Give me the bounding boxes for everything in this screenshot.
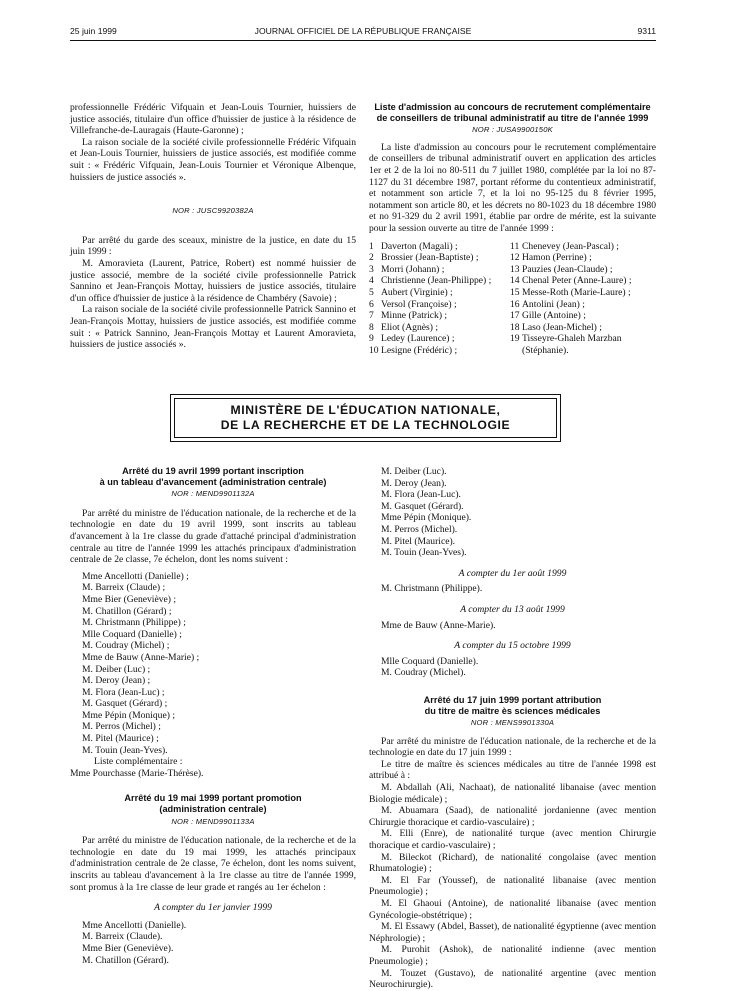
list-item: M. Deroy (Jean).	[381, 477, 447, 489]
list-number: 15	[510, 286, 520, 298]
complement-label: Liste complémentaire :	[94, 756, 183, 768]
nor-reference: NOR : JUSA9900150K	[472, 125, 553, 135]
entry-paragraph: M. Bileckot (Richard), de nationalité congolaise (avec mention Rhumatologie) ;	[369, 851, 656, 875]
entry-paragraph: M. Abuamara (Saad), de nationalité jordanienne (avec mention Chirurgie thoracique et cardio-vasculaire) ;	[369, 805, 656, 828]
list-item	[510, 322, 656, 334]
bottom-right-column	[369, 466, 656, 991]
entry-paragraph: M. Touzet (Gustavo), de nationalité argentine (avec mention Neurochirurgie).	[369, 967, 656, 991]
list-item: M. Touin (Jean-Yves).	[82, 744, 168, 756]
top-right-column	[369, 102, 656, 356]
list-item	[369, 345, 509, 357]
list-item	[369, 275, 509, 287]
names-list	[70, 920, 356, 966]
entry-paragraph: M. Abdallah (Ali, Nachaat), de nationalité libanaise (avec mention Biologie médicale) ;	[369, 782, 656, 805]
list-number: 16	[510, 298, 520, 310]
list-number: 19	[510, 333, 520, 345]
list-item: M. Gasquet (Gérard) ;	[82, 698, 168, 710]
list-item: Mlle Coquard (Danielle) ;	[82, 628, 182, 640]
paragraph: M. Amoravieta (Laurent, Patrice, Robert) est nommé huissier de justice associé, membre de la société civile professionnelle Patrick Sannino et Jean-François Mottay, huissiers de justice associés, titulaire d'un office d'huissier de justice à la résidence de Chambéry (Savoie) ;	[70, 257, 356, 304]
list-name: Messe-Roth (Marie-Laure) ;	[522, 286, 631, 298]
entry-paragraph: M. Purohit (Ashok), de nationalité indienne (avec mention Pneumologie) ;	[369, 944, 656, 967]
page-header	[70, 26, 656, 40]
ministry-heading	[174, 398, 557, 438]
paragraph: Par arrêté du ministre de l'éducation nationale, de la recherche et de la technologie en date du 19 mai 1999, les attachés principaux d'administration centrale de 2e classe, 7e échelon, dont les noms suivent, inscrits au tableau d'avancement à la 1re classe au titre de l'année 1999, sont promus à la 1re classe de leur grade et rangés au 1er échelon :	[70, 835, 356, 893]
list-item: M. Pitel (Maurice) ;	[82, 733, 159, 745]
names-list	[70, 571, 356, 757]
list-item: M. Pitel (Maurice).	[381, 535, 456, 547]
list-name: Chenal Peter (Anne-Laure) ;	[522, 275, 632, 287]
list-number: 12	[510, 252, 520, 264]
list-item: M. Coudray (Michel).	[381, 667, 466, 679]
list-item: Mme de Bauw (Anne-Marie) ;	[82, 651, 200, 663]
list-item	[510, 333, 656, 356]
list-number: 9	[369, 333, 374, 345]
list-name: Chenevey (Jean-Pascal) ;	[522, 240, 619, 252]
list-name: Daverton (Magali) ;	[381, 240, 458, 252]
entry-paragraph: M. El Far (Youssef), de nationalité libanaise (avec mention Pneumologie) ;	[369, 874, 656, 898]
list-item: M. Coudray (Michel) ;	[82, 640, 170, 652]
list-number: 1	[369, 240, 374, 252]
paragraph: professionnelle Frédéric Vifquain et Jean-Louis Tournier, huissiers de justice associés, titulaire d'un office d'huissier de justice à la résidence de Villefranche-de-Lauragais (Haute-Garonne) ;	[70, 102, 356, 137]
names-list	[369, 466, 656, 559]
arrete-title: (administration centrale)	[159, 804, 267, 815]
ministry-line: MINISTÈRE DE L'ÉDUCATION NATIONALE,	[230, 403, 501, 417]
list-item: Mme Ancellotti (Danielle) ;	[82, 570, 189, 582]
header-rule	[70, 40, 656, 41]
header-page-number: 9311	[637, 26, 656, 36]
effective-date: A compter du 15 octobre 1999	[454, 640, 571, 652]
list-item: Mme de Bauw (Anne-Marie).	[381, 619, 496, 631]
list-number: 2	[369, 252, 374, 264]
paragraph: La raison sociale de la société civile professionnelle Frédéric Vifquain et Jean-Louis Tournier, huissiers de justice associés, est modifiée comme suit : « Frédéric Vifquain, Jean-Louis Tournier et Véronique Albenque, huissiers de justice associés ».	[70, 136, 356, 183]
list-item: M. Deiber (Luc).	[381, 466, 447, 477]
header-date: 25 juin 1999	[70, 26, 117, 36]
paragraph: Le titre de maître ès sciences médicales au titre de l'année 1998 est attribué à :	[369, 758, 656, 782]
list-item: Mme Bier (Geneviève).	[82, 942, 174, 954]
names-list	[369, 620, 656, 632]
list-item: M. Gasquet (Gérard).	[381, 500, 464, 512]
list-item: M. Flora (Jean-Luc) ;	[82, 686, 165, 698]
nor-reference: NOR : MENS9901330A	[470, 718, 555, 728]
list-name: Aubert (Virginie) ;	[381, 286, 453, 298]
list-item	[510, 264, 656, 276]
entry-paragraph: M. El Ghaoui (Antoine), de nationalité libanaise (avec mention Gynécologie-obstétrique) ;	[369, 898, 656, 921]
list-item	[369, 310, 509, 322]
list-number: 18	[510, 321, 520, 333]
paragraph: Par arrêté du garde des sceaux, ministre de la justice, en date du 15 juin 1999 :	[70, 234, 356, 258]
list-item: M. Deroy (Jean) ;	[82, 675, 151, 687]
list-name: Laso (Jean-Michel) ;	[522, 321, 602, 333]
entry-paragraph: M. Elli (Enre), de nationalité turque (avec mention Chirurgie thoracique et cardio-vasculaire) ;	[369, 828, 656, 852]
list-item	[510, 299, 656, 311]
list-name: Antolini (Jean) ;	[522, 298, 585, 310]
list-name: Gille (Antoine) ;	[522, 310, 586, 322]
ministry-line: DE LA RECHERCHE ET DE LA TECHNOLOGIE	[220, 418, 511, 432]
list-item	[510, 252, 656, 264]
list-number: 5	[369, 286, 374, 298]
list-name: Lesigne (Frédéric) ;	[381, 344, 458, 356]
list-item	[369, 299, 509, 311]
list-item: Mlle Coquard (Danielle).	[381, 655, 479, 667]
entries-list	[369, 782, 656, 991]
list-name: Minne (Patrick) ;	[381, 310, 448, 322]
list-name: Eliot (Agnès) ;	[381, 321, 439, 333]
list-number: 10	[369, 344, 379, 356]
list-number: 17	[510, 310, 520, 322]
list-item	[369, 264, 509, 276]
nor-reference: NOR : MEND9901133A	[171, 816, 255, 826]
effective-date: A compter du 1er janvier 1999	[154, 902, 272, 914]
nor-reference: NOR : MEND9901132A	[171, 489, 255, 499]
list-name: Versol (Françoise) ;	[381, 298, 457, 310]
list-number: 7	[369, 310, 374, 322]
paragraph: La liste d'admission au concours pour le recrutement complémentaire de conseillers de tribunal administratif ouvert en application des articles 1er et 2 de la loi no 80-511 du 7 juillet 1980, complétée par la loi no 87-1127 du 31 décembre 1987, portant réforme du contentieux administratif, et notamment son article 7, et la loi no 95-125 du 8 février 1995, notamment son article 80, et les décrets no 80-1023 du 18 décembre 1980 et no 91-329 du 2 avril 1991, établie par ordre de mérite, est la suivante pour la session ouverte au titre de l'année 1999 :	[369, 141, 656, 234]
list-number: 13	[510, 263, 520, 275]
list-item	[510, 310, 656, 322]
list-item: M. Barreix (Claude) ;	[82, 582, 166, 594]
list-item	[510, 241, 656, 253]
list-name: Hamon (Perrine) ;	[522, 252, 592, 264]
list-name: Brossier (Jean-Baptiste) ;	[381, 252, 479, 264]
list-item: Mme Pourchasse (Marie-Thérèse).	[70, 767, 204, 779]
list-item	[510, 287, 656, 299]
list-name: Ledey (Laurence) ;	[381, 333, 455, 345]
list-item	[369, 287, 509, 299]
admission-list	[369, 241, 656, 357]
list-item: M. Christmann (Philippe).	[381, 583, 483, 595]
nor-reference: NOR : JUSC9920382A	[172, 206, 254, 216]
list-number: 4	[369, 275, 374, 287]
paragraph: Par arrêté du ministre de l'éducation nationale, de la recherche et de la technologie en date du 17 juin 1999 :	[369, 735, 656, 759]
list-item: M. Perros (Michel).	[381, 523, 458, 535]
effective-date: A compter du 1er août 1999	[458, 567, 567, 579]
arrete-title: Arrêté du 19 avril 1999 portant inscription	[122, 466, 304, 476]
list-item	[369, 241, 509, 253]
section-title: Liste d'admission au concours de recrutement complémentaire de conseillers de tribunal administratif au titre de l'année 1999	[374, 102, 651, 123]
arrete-title: Arrêté du 19 mai 1999 portant promotion	[124, 793, 302, 804]
arrete-title: Arrêté du 17 juin 1999 portant attribution	[423, 694, 602, 705]
list-item: M. Chatillon (Gérard) ;	[82, 605, 172, 617]
list-item	[369, 333, 509, 345]
list-item: M. Flora (Jean-Luc).	[381, 489, 461, 501]
paragraph: La raison sociale de la société civile professionnelle Patrick Sannino et Jean-François Mottay, huissiers de justice associés, est modifiée comme suit : « Patrick Sannino, Jean-François Mottay et Laurent Amoravieta, huissiers de justice associés ».	[70, 304, 356, 351]
list-item: M. Touin (Jean-Yves).	[381, 547, 467, 559]
effective-date: A compter du 13 août 1999	[460, 603, 565, 615]
bottom-left-column	[70, 466, 356, 966]
list-number: 3	[369, 263, 374, 275]
list-item: M. Deiber (Luc) ;	[82, 663, 151, 675]
list-item	[369, 322, 509, 334]
top-left-column	[70, 102, 356, 351]
list-item: M. Perros (Michel) ;	[82, 721, 161, 733]
list-item: Mme Pépin (Monique) ;	[82, 709, 175, 721]
list-name: Pauzies (Jean-Claude) ;	[522, 263, 613, 275]
list-item: Mme Ancellotti (Danielle).	[82, 919, 187, 931]
list-item: M. Barreix (Claude).	[82, 931, 163, 943]
list-item	[369, 252, 509, 264]
names-list	[369, 656, 656, 679]
list-item	[510, 275, 656, 287]
list-name: Tisseyre-Ghaleh Marzban (Stéphanie).	[522, 333, 622, 356]
complement-list	[70, 768, 356, 780]
admission-list-right	[510, 241, 656, 357]
names-list	[369, 583, 656, 595]
list-number: 8	[369, 321, 374, 333]
paragraph: Par arrêté du ministre de l'éducation nationale, de la recherche et de la technologie en date du 19 avril 1999, sont inscrits au tableau d'avancement à la 1re classe du grade d'attaché principal d'administration centrale au titre de l'année 1999 les attachés principaux d'administration centrale de 2e classe, 7e échelon, dont les noms suivent :	[70, 507, 356, 566]
entry-paragraph: M. El Essawy (Abdel, Basset), de nationalité égyptienne (avec mention Néphrologie) ;	[369, 921, 656, 944]
list-item: M. Chatillon (Gérard).	[82, 954, 169, 966]
header-journal-title: JOURNAL OFFICIEL DE LA RÉPUBLIQUE FRANÇAISE	[254, 26, 472, 36]
list-item: Mme Bier (Geneviève) ;	[82, 593, 177, 605]
list-name: Christienne (Jean-Philippe) ;	[381, 275, 492, 287]
list-number: 11	[510, 240, 520, 252]
list-number: 6	[369, 298, 374, 310]
admission-list-left	[369, 241, 509, 357]
list-item: Mme Pépin (Monique).	[381, 512, 472, 524]
arrete-title: du titre de maître ès sciences médicales	[424, 705, 601, 716]
arrete-title: à un tableau d'avancement (administration centrale)	[99, 476, 327, 487]
list-name: Morri (Johann) ;	[381, 263, 445, 275]
list-number: 14	[510, 275, 520, 287]
list-item: M. Christmann (Philippe) ;	[82, 617, 186, 629]
